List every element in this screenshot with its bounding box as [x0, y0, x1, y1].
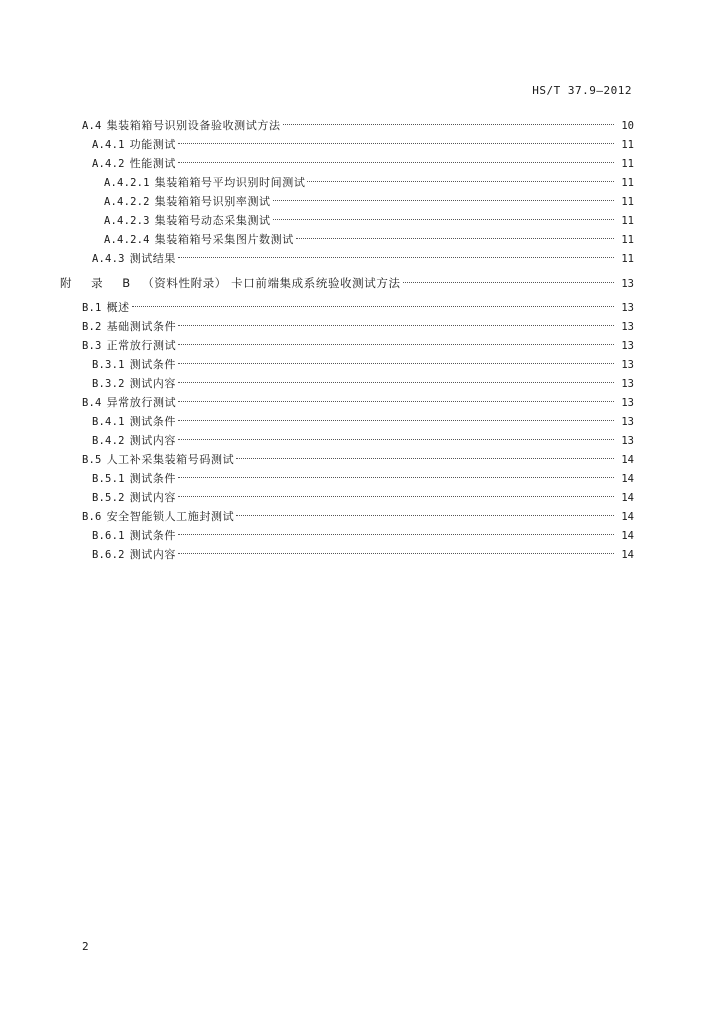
page-number: 2	[82, 940, 89, 953]
toc-leader-dots	[132, 306, 614, 307]
toc-entry[interactable]	[60, 526, 634, 545]
toc-entry-number: A.4	[82, 120, 102, 132]
toc-entry-page: 13	[621, 397, 634, 409]
toc-entry-page: 10	[621, 120, 634, 132]
toc-leader-dots	[178, 420, 614, 421]
standard-code: HS/T 37.9—2012	[532, 84, 632, 97]
toc-entry-page: 13	[621, 416, 634, 428]
toc-leader-dots	[178, 344, 614, 345]
toc-leader-dots	[178, 439, 614, 440]
toc-entry-page: 14	[621, 492, 634, 504]
toc-entry-page: 14	[621, 454, 634, 466]
toc-entry-page: 11	[621, 177, 634, 189]
toc-leader-dots	[178, 143, 614, 144]
toc-entry-title: 正常放行测试	[106, 339, 177, 352]
toc-entry-number: A.4.2.3	[104, 215, 150, 227]
toc-leader-dots	[178, 363, 614, 364]
toc-entry-page: 11	[621, 215, 634, 227]
toc-entry-page: 11	[621, 158, 634, 170]
toc-entry-title: 功能测试	[129, 138, 177, 151]
toc-leader-dots	[178, 382, 614, 383]
toc-leader-dots	[178, 496, 614, 497]
table-of-contents	[60, 116, 634, 564]
toc-entry-title: 异常放行测试	[106, 396, 177, 409]
toc-entry-number: B.3	[82, 340, 102, 352]
toc-entry-title: （资料性附录） 卡口前端集成系统验收测试方法	[142, 276, 401, 290]
toc-leader-dots	[236, 515, 614, 516]
toc-entry-page: 13	[621, 302, 634, 314]
toc-entry-page: 11	[621, 139, 634, 151]
toc-entry-number: B.6	[82, 511, 102, 523]
toc-entry-page: 13	[621, 359, 634, 371]
toc-entry-page: 11	[621, 253, 634, 265]
toc-entry-title: 集装箱箱号平均识别时间测试	[154, 176, 306, 189]
toc-entry-title: 集装箱箱号识别率测试	[154, 195, 271, 208]
toc-entry-title: 测试条件	[129, 358, 177, 371]
toc-entry-number: A.4.1	[92, 139, 125, 151]
toc-entry[interactable]	[60, 450, 634, 469]
toc-leader-dots	[283, 124, 614, 125]
toc-entry-number: A.4.2.4	[104, 234, 150, 246]
toc-entry-title: 测试条件	[129, 529, 177, 542]
toc-leader-dots	[296, 238, 614, 239]
toc-entry-title: 测试内容	[129, 491, 177, 504]
toc-entry-number: A.4.2.2	[104, 196, 150, 208]
toc-entry-number: B.3.1	[92, 359, 125, 371]
toc-entry-title: 集装箱箱号识别设备验收测试方法	[106, 119, 281, 132]
toc-entry-title: 测试内容	[129, 548, 177, 561]
toc-entry[interactable]	[60, 230, 634, 249]
toc-leader-dots	[178, 401, 614, 402]
toc-entry[interactable]	[60, 249, 634, 268]
toc-entry-number: B.6.1	[92, 530, 125, 542]
toc-entry-page: 11	[621, 234, 634, 246]
toc-entry-page: 14	[621, 549, 634, 561]
toc-entry-title: 人工补采集装箱号码测试	[106, 453, 235, 466]
toc-entry-page: 13	[621, 278, 634, 290]
toc-entry[interactable]	[60, 135, 634, 154]
toc-entry[interactable]	[60, 298, 634, 317]
toc-entry[interactable]	[60, 173, 634, 192]
toc-entry[interactable]	[60, 488, 634, 507]
toc-entry-title: 概述	[106, 301, 130, 314]
toc-entry-number: A.4.3	[92, 253, 125, 265]
toc-entry-number: A.4.2.1	[104, 177, 150, 189]
toc-entry-page: 13	[621, 378, 634, 390]
toc-entry-number: B.4.1	[92, 416, 125, 428]
toc-entry[interactable]	[60, 192, 634, 211]
toc-leader-dots	[273, 219, 614, 220]
toc-entry-number: 附 录 B	[60, 276, 139, 290]
toc-entry-page: 14	[621, 530, 634, 542]
toc-leader-dots	[178, 534, 614, 535]
toc-entry-title: 基础测试条件	[106, 320, 177, 333]
toc-entry-number: B.5.2	[92, 492, 125, 504]
toc-entry-title: 测试内容	[129, 434, 177, 447]
toc-entry-number: B.2	[82, 321, 102, 333]
toc-leader-dots	[178, 162, 614, 163]
toc-entry-number: B.4	[82, 397, 102, 409]
toc-entry[interactable]	[60, 154, 634, 173]
toc-entry-number: B.4.2	[92, 435, 125, 447]
toc-leader-dots	[307, 181, 614, 182]
toc-entry[interactable]	[60, 374, 634, 393]
toc-entry-number: B.3.2	[92, 378, 125, 390]
toc-entry-title: 集装箱箱号采集图片数测试	[154, 233, 294, 246]
toc-entry-title: 测试内容	[129, 377, 177, 390]
toc-entry-page: 14	[621, 511, 634, 523]
toc-entry[interactable]	[60, 412, 634, 431]
toc-entry[interactable]	[60, 355, 634, 374]
toc-leader-dots	[178, 553, 614, 554]
toc-leader-dots	[178, 325, 614, 326]
toc-entry[interactable]	[60, 545, 634, 564]
toc-entry-number: B.5.1	[92, 473, 125, 485]
toc-entry-page: 13	[621, 435, 634, 447]
toc-entry[interactable]	[60, 393, 634, 412]
toc-entry-page: 14	[621, 473, 634, 485]
toc-entry-number: B.6.2	[92, 549, 125, 561]
toc-entry-page: 11	[621, 196, 634, 208]
toc-entry-title: 测试结果	[129, 252, 177, 265]
toc-entry-title: 测试条件	[129, 415, 177, 428]
toc-leader-dots	[178, 257, 614, 258]
toc-entry-page: 13	[621, 321, 634, 333]
toc-entry-number: B.5	[82, 454, 102, 466]
toc-entry[interactable]	[60, 507, 634, 526]
toc-entry[interactable]	[60, 116, 634, 135]
toc-entry[interactable]	[60, 431, 634, 450]
toc-entry-number: B.1	[82, 302, 102, 314]
toc-leader-dots	[403, 282, 614, 283]
toc-entry-page: 13	[621, 340, 634, 352]
toc-entry-title: 测试条件	[129, 472, 177, 485]
toc-entry[interactable]	[60, 317, 634, 336]
toc-entry-title: 性能测试	[129, 157, 177, 170]
toc-entry-title: 安全智能锁人工施封测试	[106, 510, 235, 523]
toc-appendix-entry[interactable]	[60, 268, 634, 298]
toc-entry[interactable]	[60, 336, 634, 355]
toc-entry-number: A.4.2	[92, 158, 125, 170]
toc-entry[interactable]	[60, 469, 634, 488]
toc-entry[interactable]	[60, 211, 634, 230]
toc-leader-dots	[273, 200, 614, 201]
toc-entry-title: 集装箱号动态采集测试	[154, 214, 271, 227]
toc-leader-dots	[236, 458, 614, 459]
toc-leader-dots	[178, 477, 614, 478]
